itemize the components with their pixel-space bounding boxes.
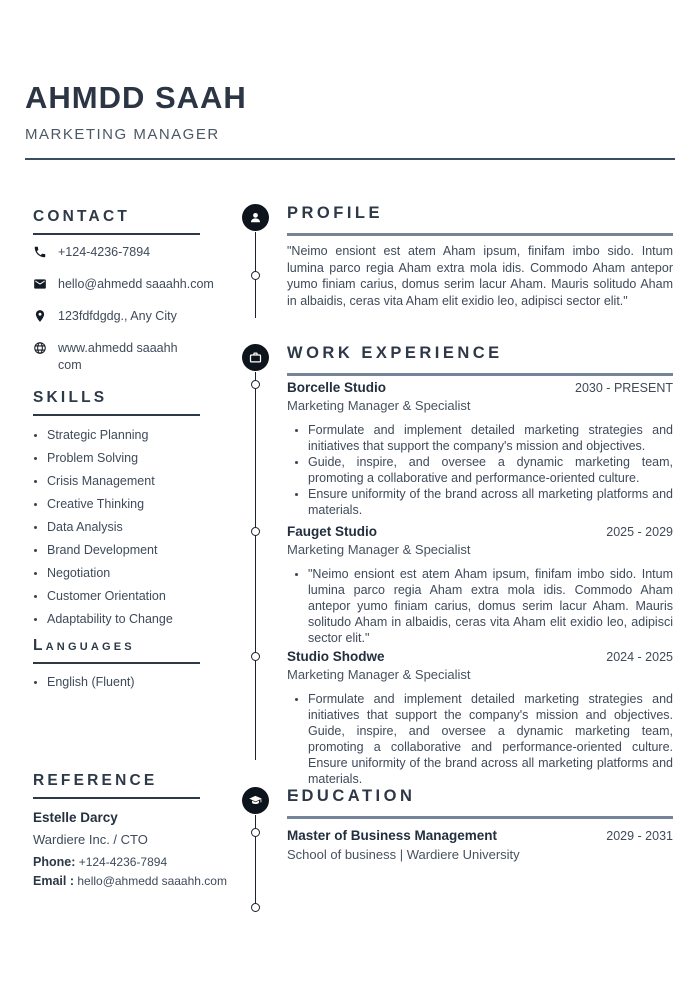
job-bullet: • Ensure uniformity of the brand across all marketing platforms and materials. [308, 486, 673, 518]
skill-item: • Creative Thinking [47, 493, 220, 516]
contact-underline [33, 233, 200, 235]
job-bullets [287, 422, 673, 518]
skill-item: • Problem Solving [47, 447, 220, 470]
job-role: Marketing Manager & Specialist [287, 398, 471, 413]
reference-phone-label: Phone: [33, 855, 76, 869]
skills-heading: SKILLS [33, 389, 108, 406]
reference-email-value: hello@ahmedd saaahh.com [77, 874, 227, 888]
education-header [287, 828, 673, 843]
job-dates: 2025 - 2029 [606, 525, 673, 539]
reference-phone-row [33, 855, 167, 869]
right-column [235, 0, 675, 991]
phone-icon [33, 245, 47, 259]
location-icon [33, 309, 47, 323]
education-underline [287, 816, 673, 819]
job-role: Marketing Manager & Specialist [287, 667, 471, 682]
contact-row-email [33, 276, 223, 293]
job-company: Borcelle Studio [287, 380, 387, 395]
job-entry [287, 380, 673, 518]
profile-text: "Neimo ensiont est atem Aham ipsum, finifam imbo sido. Intum lumina parco regia Aham extra mola idis. Commodo Aham antepor yumo finiam carius, domus serim lacur Aham. Mauris solitudo Aham in albaidis, ceras vita Aham elit exidio leo, adipisci sector elit." [287, 244, 673, 308]
language-item: • English (Fluent) [47, 672, 220, 692]
job-dates: 2030 - PRESENT [575, 381, 673, 395]
contact-list [33, 244, 223, 389]
person-icon [242, 204, 269, 231]
skill-item: • Brand Development [47, 539, 220, 562]
education-degree: Master of Business Management [287, 828, 498, 843]
contact-row-website [33, 340, 223, 374]
person-job-title: MARKETING MANAGER [25, 126, 220, 143]
email-icon [33, 277, 47, 291]
globe-icon [33, 341, 47, 355]
timeline-node-profile [251, 271, 260, 280]
job-bullet: • "Neimo ensiont est atem Aham ipsum, finifam imbo sido. Intum lumina parco regia Aham extra mola idis. Commodo Aham antepor yumo finiam carius, domus serim lacur Aham. Mauris solitudo Aham in albaidis, ceras vita Aham elit exidio leo, adipisci sector elit." [308, 566, 673, 646]
languages-list [35, 672, 220, 692]
contact-website: www.ahmedd saaahh com [58, 341, 178, 372]
skill-item: • Strategic Planning [47, 424, 220, 447]
skills-list [35, 424, 220, 631]
skill-item: • Negotiation [47, 562, 220, 585]
job-bullet: • Formulate and implement detailed marketing strategies and initiatives that support the company's mission and objectives. Guide, inspire, and oversee a dynamic marketing team, promoting a collaborative and performance-oriented culture. Ensure uniformity of the brand across all marketing platforms and materials. [308, 691, 673, 787]
briefcase-icon [242, 344, 269, 371]
job-header [287, 380, 673, 395]
reference-heading: REFERENCE [33, 772, 158, 789]
reference-email-label: Email : [33, 874, 74, 888]
graduation-cap-icon [242, 787, 269, 814]
contact-row-phone [33, 244, 223, 261]
reference-phone-value: +124-4236-7894 [78, 855, 168, 869]
skills-underline [33, 414, 200, 416]
education-dates: 2029 - 2031 [606, 829, 673, 843]
job-bullets [287, 566, 673, 646]
job-bullet: • Formulate and implement detailed marketing strategies and initiatives that support the company's mission and objectives. [308, 422, 673, 454]
languages-underline [33, 662, 200, 664]
job-header [287, 649, 673, 664]
work-experience-heading: WORK EXPERIENCE [287, 344, 503, 362]
timeline-node-job-3 [251, 652, 260, 661]
job-bullet: • Guide, inspire, and oversee a dynamic marketing team, promoting a collaborative and performance-oriented culture. [308, 454, 673, 486]
work-experience-underline [287, 373, 673, 376]
job-entry [287, 524, 673, 646]
languages-heading: Languages [33, 637, 135, 654]
profile-heading: PROFILE [287, 204, 384, 222]
reference-email-row [33, 874, 227, 888]
timeline-segment-work [255, 372, 257, 760]
reference-underline [33, 797, 200, 799]
education-heading: EDUCATION [287, 787, 416, 805]
job-dates: 2024 - 2025 [606, 650, 673, 664]
skill-item: • Data Analysis [47, 516, 220, 539]
profile-underline [287, 233, 673, 236]
contact-email: hello@ahmedd saaahh.com [58, 277, 214, 291]
job-role: Marketing Manager & Specialist [287, 542, 471, 557]
skill-item: • Crisis Management [47, 470, 220, 493]
skill-item: • Customer Orientation [47, 585, 220, 608]
timeline-node-job-1 [251, 380, 260, 389]
job-company: Fauget Studio [287, 524, 377, 539]
contact-phone: +124-4236-7894 [58, 245, 151, 259]
timeline-node-job-2 [251, 527, 260, 536]
timeline-node-end [251, 903, 260, 912]
reference-name: Estelle Darcy [33, 810, 118, 825]
job-entry [287, 649, 673, 803]
reference-company: Wardiere Inc. / CTO [33, 832, 148, 847]
education-entry [287, 828, 673, 862]
job-header [287, 524, 673, 539]
contact-address: 123fdfdgdg., Any City [58, 309, 177, 323]
person-name: AHMDD SAAH [25, 80, 247, 115]
contact-heading: CONTACT [33, 208, 131, 225]
education-school: School of business | Wardiere University [287, 847, 520, 862]
job-company: Studio Shodwe [287, 649, 385, 664]
skill-item: • Adaptability to Change [47, 608, 220, 631]
contact-row-address [33, 308, 223, 325]
timeline-node-education [251, 828, 260, 837]
